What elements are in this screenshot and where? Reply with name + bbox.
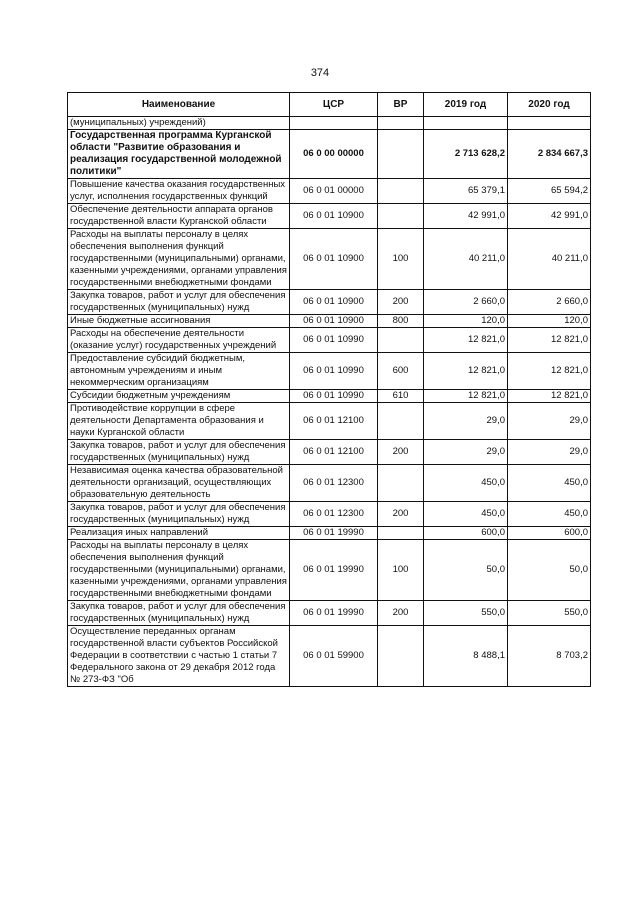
row-vr-cell: 610	[378, 390, 424, 403]
row-name-cell: Независимая оценка качества образовательной деятельности организаций, осуществляющих образовательную деятельность	[68, 465, 290, 502]
table-row	[68, 353, 591, 390]
table-body	[68, 117, 591, 687]
table-row	[68, 328, 591, 353]
row-vr-cell: 200	[378, 601, 424, 626]
row-name-cell: Иные бюджетные ассигнования	[68, 315, 290, 328]
row-2019-cell: 2 713 628,2	[424, 130, 508, 179]
row-2020-cell: 450,0	[508, 502, 591, 527]
table-row	[68, 130, 591, 179]
row-name-cell: Повышение качества оказания государственных услуг, исполнения государственных функций	[68, 179, 290, 204]
row-name-cell: Расходы на выплаты персоналу в целях обеспечения выполнения функций государственными (муниципальными) органами, казенными учреждениями, органами управления государственными внебюджетными фондами	[68, 229, 290, 290]
row-2019-cell: 29,0	[424, 403, 508, 440]
header-2019: 2019 год	[424, 93, 508, 117]
row-vr-cell: 100	[378, 229, 424, 290]
row-vr-cell	[378, 465, 424, 502]
row-csr-cell: 06 0 01 10990	[290, 390, 378, 403]
row-name-cell: Закупка товаров, работ и услуг для обеспечения государственных (муниципальных) нужд	[68, 290, 290, 315]
table-row	[68, 204, 591, 229]
row-name-cell: Расходы на выплаты персоналу в целях обеспечения выполнения функций государственными (муниципальными) органами, казенными учреждениями, органами управления государственными внебюджетными фондами	[68, 540, 290, 601]
row-2020-cell: 120,0	[508, 315, 591, 328]
table-row	[68, 229, 591, 290]
row-name-cell: Предоставление субсидий бюджетным, автономным учреждениям и иным некоммерческим организациям	[68, 353, 290, 390]
row-2019-cell: 450,0	[424, 465, 508, 502]
row-2019-cell	[424, 117, 508, 130]
row-2019-cell: 29,0	[424, 440, 508, 465]
row-2019-cell: 600,0	[424, 527, 508, 540]
row-name-cell: Закупка товаров, работ и услуг для обеспечения государственных (муниципальных) нужд	[68, 502, 290, 527]
row-csr-cell: 06 0 01 00000	[290, 179, 378, 204]
row-name-cell: Закупка товаров, работ и услуг для обеспечения государственных (муниципальных) нужд	[68, 440, 290, 465]
row-2020-cell: 29,0	[508, 403, 591, 440]
row-2019-cell: 450,0	[424, 502, 508, 527]
row-name-cell: Закупка товаров, работ и услуг для обеспечения государственных (муниципальных) нужд	[68, 601, 290, 626]
row-csr-cell: 06 0 01 12100	[290, 403, 378, 440]
row-2019-cell: 12 821,0	[424, 328, 508, 353]
table-row	[68, 440, 591, 465]
row-name-cell: Субсидии бюджетным учреждениям	[68, 390, 290, 403]
row-2020-cell: 2 660,0	[508, 290, 591, 315]
row-2019-cell: 8 488,1	[424, 626, 508, 687]
row-name-cell: Реализация иных направлений	[68, 527, 290, 540]
row-2020-cell: 42 991,0	[508, 204, 591, 229]
row-csr-cell: 06 0 01 10990	[290, 353, 378, 390]
row-csr-cell	[290, 117, 378, 130]
row-csr-cell: 06 0 01 12300	[290, 465, 378, 502]
table-row	[68, 502, 591, 527]
table-header-row	[68, 93, 591, 117]
row-csr-cell: 06 0 01 19990	[290, 527, 378, 540]
row-csr-cell: 06 0 01 10900	[290, 204, 378, 229]
row-name-cell: (муниципальных) учреждений)	[68, 117, 290, 130]
row-2020-cell: 12 821,0	[508, 390, 591, 403]
row-csr-cell: 06 0 01 10900	[290, 290, 378, 315]
row-name-cell: Государственная программа Курганской области "Развитие образования и реализация государственной молодежной политики"	[68, 130, 290, 179]
table-row	[68, 403, 591, 440]
row-2019-cell: 40 211,0	[424, 229, 508, 290]
row-vr-cell: 800	[378, 315, 424, 328]
row-csr-cell: 06 0 01 19990	[290, 601, 378, 626]
row-2019-cell: 12 821,0	[424, 390, 508, 403]
row-2019-cell: 50,0	[424, 540, 508, 601]
row-vr-cell	[378, 179, 424, 204]
page-number: 374	[310, 67, 330, 79]
row-2020-cell: 40 211,0	[508, 229, 591, 290]
row-vr-cell	[378, 204, 424, 229]
row-csr-cell: 06 0 01 59900	[290, 626, 378, 687]
table-row	[68, 390, 591, 403]
row-vr-cell: 200	[378, 440, 424, 465]
row-vr-cell	[378, 130, 424, 179]
table-row	[68, 601, 591, 626]
row-csr-cell: 06 0 01 19990	[290, 540, 378, 601]
row-vr-cell	[378, 328, 424, 353]
row-2020-cell: 600,0	[508, 527, 591, 540]
row-2020-cell: 550,0	[508, 601, 591, 626]
row-2020-cell	[508, 117, 591, 130]
row-2019-cell: 42 991,0	[424, 204, 508, 229]
header-name: Наименование	[68, 93, 290, 117]
budget-table	[67, 92, 591, 687]
row-2020-cell: 2 834 667,3	[508, 130, 591, 179]
header-csr: ЦСР	[290, 93, 378, 117]
header-2020: 2020 год	[508, 93, 591, 117]
row-csr-cell: 06 0 01 10900	[290, 315, 378, 328]
row-2020-cell: 8 703,2	[508, 626, 591, 687]
row-2019-cell: 12 821,0	[424, 353, 508, 390]
table-row	[68, 290, 591, 315]
row-2019-cell: 120,0	[424, 315, 508, 328]
table-row	[68, 626, 591, 687]
table-row	[68, 315, 591, 328]
table-row	[68, 179, 591, 204]
table-row	[68, 465, 591, 502]
row-name-cell: Обеспечение деятельности аппарата органов государственной власти Курганской области	[68, 204, 290, 229]
row-vr-cell	[378, 117, 424, 130]
row-2020-cell: 65 594,2	[508, 179, 591, 204]
row-2020-cell: 50,0	[508, 540, 591, 601]
table-row	[68, 117, 591, 130]
row-vr-cell: 600	[378, 353, 424, 390]
row-name-cell: Осуществление переданных органам государственной власти субъектов Российской Федерации в соответствии с частью 1 статьи 7 Федерального закона от 29 декабря 2012 года № 273-ФЗ "Об	[68, 626, 290, 687]
row-name-cell: Расходы на обеспечение деятельности (оказание услуг) государственных учреждений	[68, 328, 290, 353]
row-csr-cell: 06 0 00 00000	[290, 130, 378, 179]
row-vr-cell: 100	[378, 540, 424, 601]
row-csr-cell: 06 0 01 10900	[290, 229, 378, 290]
row-vr-cell	[378, 626, 424, 687]
row-2020-cell: 29,0	[508, 440, 591, 465]
row-2020-cell: 450,0	[508, 465, 591, 502]
table-row	[68, 527, 591, 540]
row-2019-cell: 550,0	[424, 601, 508, 626]
header-vr: ВР	[378, 93, 424, 117]
row-2020-cell: 12 821,0	[508, 353, 591, 390]
row-2020-cell: 12 821,0	[508, 328, 591, 353]
row-vr-cell: 200	[378, 502, 424, 527]
row-vr-cell	[378, 403, 424, 440]
row-csr-cell: 06 0 01 10990	[290, 328, 378, 353]
row-csr-cell: 06 0 01 12300	[290, 502, 378, 527]
row-vr-cell: 200	[378, 290, 424, 315]
row-csr-cell: 06 0 01 12100	[290, 440, 378, 465]
row-2019-cell: 2 660,0	[424, 290, 508, 315]
row-vr-cell	[378, 527, 424, 540]
row-2019-cell: 65 379,1	[424, 179, 508, 204]
table-row	[68, 540, 591, 601]
row-name-cell: Противодействие коррупции в сфере деятельности Департамента образования и науки Курганской области	[68, 403, 290, 440]
